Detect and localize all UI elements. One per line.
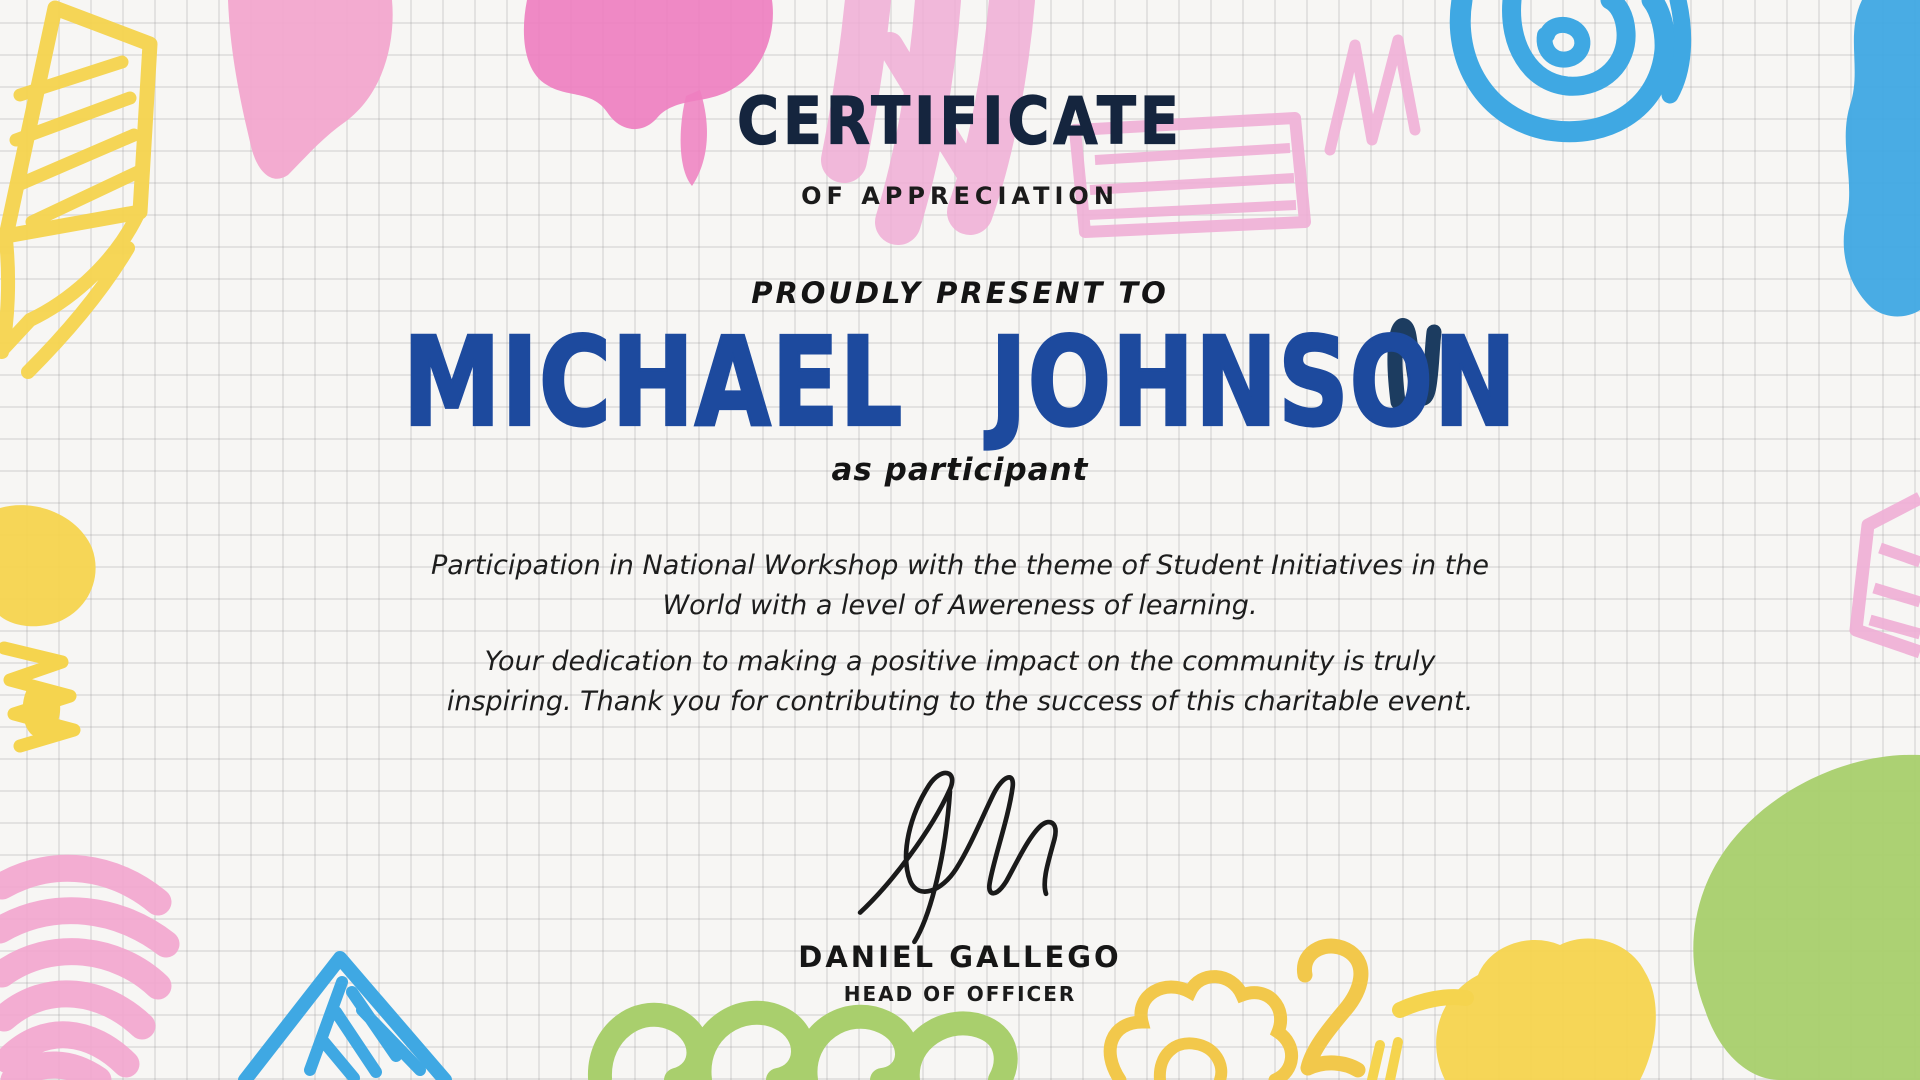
recipient-role: as participant [831, 452, 1089, 488]
green-blob-bottom-right-doodle [1693, 755, 1920, 1080]
certificate-subtitle: OF APPRECIATION [801, 182, 1119, 210]
pink-fan-doodle [0, 868, 166, 1080]
yellow-scribble-left-edge-doodle [4, 648, 74, 746]
recipient-name: MICHAEL JOHNSON [403, 312, 1517, 455]
yellow-blob-left-edge-doodle [0, 505, 96, 626]
pink-box-right-edge-doodle [1856, 498, 1920, 652]
body-paragraph-1: Participation in National Workshop with the theme of Student Initiatives in the World with a level of Awereness of learning. [430, 550, 1490, 621]
signature [845, 758, 1105, 946]
certificate-title: CERTIFICATE [737, 84, 1183, 160]
green-loops-doodle [600, 1013, 1006, 1080]
presented-line: PROUDLY PRESENT TO [751, 276, 1169, 310]
signer-name: DANIEL GALLEGO [798, 940, 1122, 974]
body-paragraph-2: Your dedication to making a positive impact on the community is truly inspiring. Thank you for contributing to the success of this charitable event. [446, 646, 1474, 717]
blue-triangle-doodle [245, 958, 445, 1080]
signer-title: HEAD OF OFFICER [843, 982, 1077, 1006]
